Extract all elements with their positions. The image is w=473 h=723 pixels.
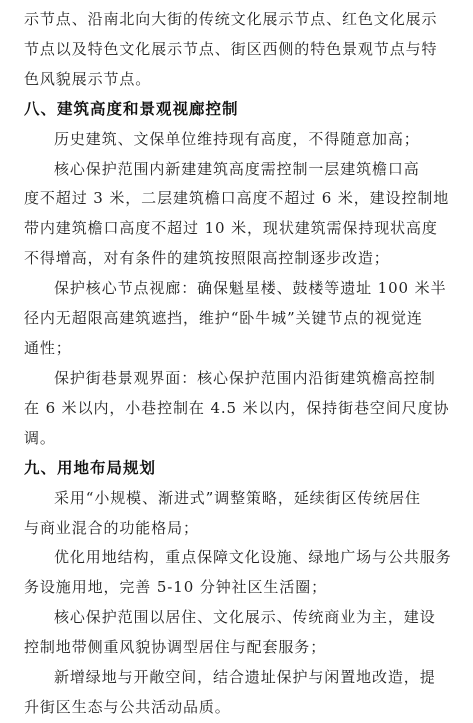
section-8-line-6: 保护核心节点视廊：确保魁星楼、鼓楼等遗址 100 米半: [54, 279, 447, 297]
section-9-line-3: 优化用地结构，重点保障文化设施、绿地广场与公共服务: [54, 548, 452, 566]
section-8-line-4: 带内建筑檐口高度不超过 10 米，现状建筑需保持现状高度: [24, 219, 438, 237]
section-8-line-2: 核心保护范围内新建建筑高度需控制一层建筑檐口高: [54, 160, 420, 178]
intro-line-3: 色风貌展示节点。: [24, 70, 152, 88]
section-9-line-7: 新增绿地与开敞空间，结合遗址保护与闲置地改造，提: [54, 668, 436, 686]
section-8-line-10: 在 6 米以内，小巷控制在 4.5 米以内，保持街巷空间尺度协: [24, 399, 450, 417]
section-9-line-6: 控制地带侧重风貌协调型居住与配套服务；: [24, 638, 327, 656]
section-9-heading: 九、用地布局规划: [24, 459, 157, 477]
section-8-line-11: 调。: [24, 429, 56, 447]
section-8-line-8: 通性；: [24, 339, 72, 357]
section-9-line-8: 升街区生态与公共活动品质。: [24, 698, 231, 716]
section-9-line-2: 与商业混合的功能格局；: [24, 519, 199, 537]
section-9-line-4: 务设施用地，完善 5-10 分钟社区生活圈；: [24, 578, 328, 596]
section-9-line-5: 核心保护范围以居住、文化展示、传统商业为主，建设: [54, 608, 436, 626]
section-8-line-5: 不得增高，对有条件的建筑按照限高控制逐步改造；: [24, 249, 390, 267]
section-8-heading: 八、建筑高度和景观视廊控制: [24, 100, 239, 118]
section-8-line-3: 度不超过 3 米，二层建筑檐口高度不超过 6 米，建设控制地: [24, 189, 450, 207]
intro-line-1: 示节点、沿南北向大街的传统文化展示节点、红色文化展示: [24, 10, 438, 28]
intro-line-2: 节点以及特色文化展示节点、街区西侧的特色景观节点与特: [24, 40, 438, 58]
section-8-line-9: 保护街巷景观界面：核心保护范围内沿街建筑檐高控制: [54, 369, 436, 387]
section-8-line-1: 历史建筑、文保单位维持现有高度，不得随意加高；: [54, 130, 420, 148]
section-9-line-1: 采用“小规模、渐进式”调整策略，延续街区传统居住: [54, 489, 421, 507]
section-8-line-7: 径内无超限高建筑遮挡，维护“卧牛城”关键节点的视觉连: [24, 309, 423, 327]
